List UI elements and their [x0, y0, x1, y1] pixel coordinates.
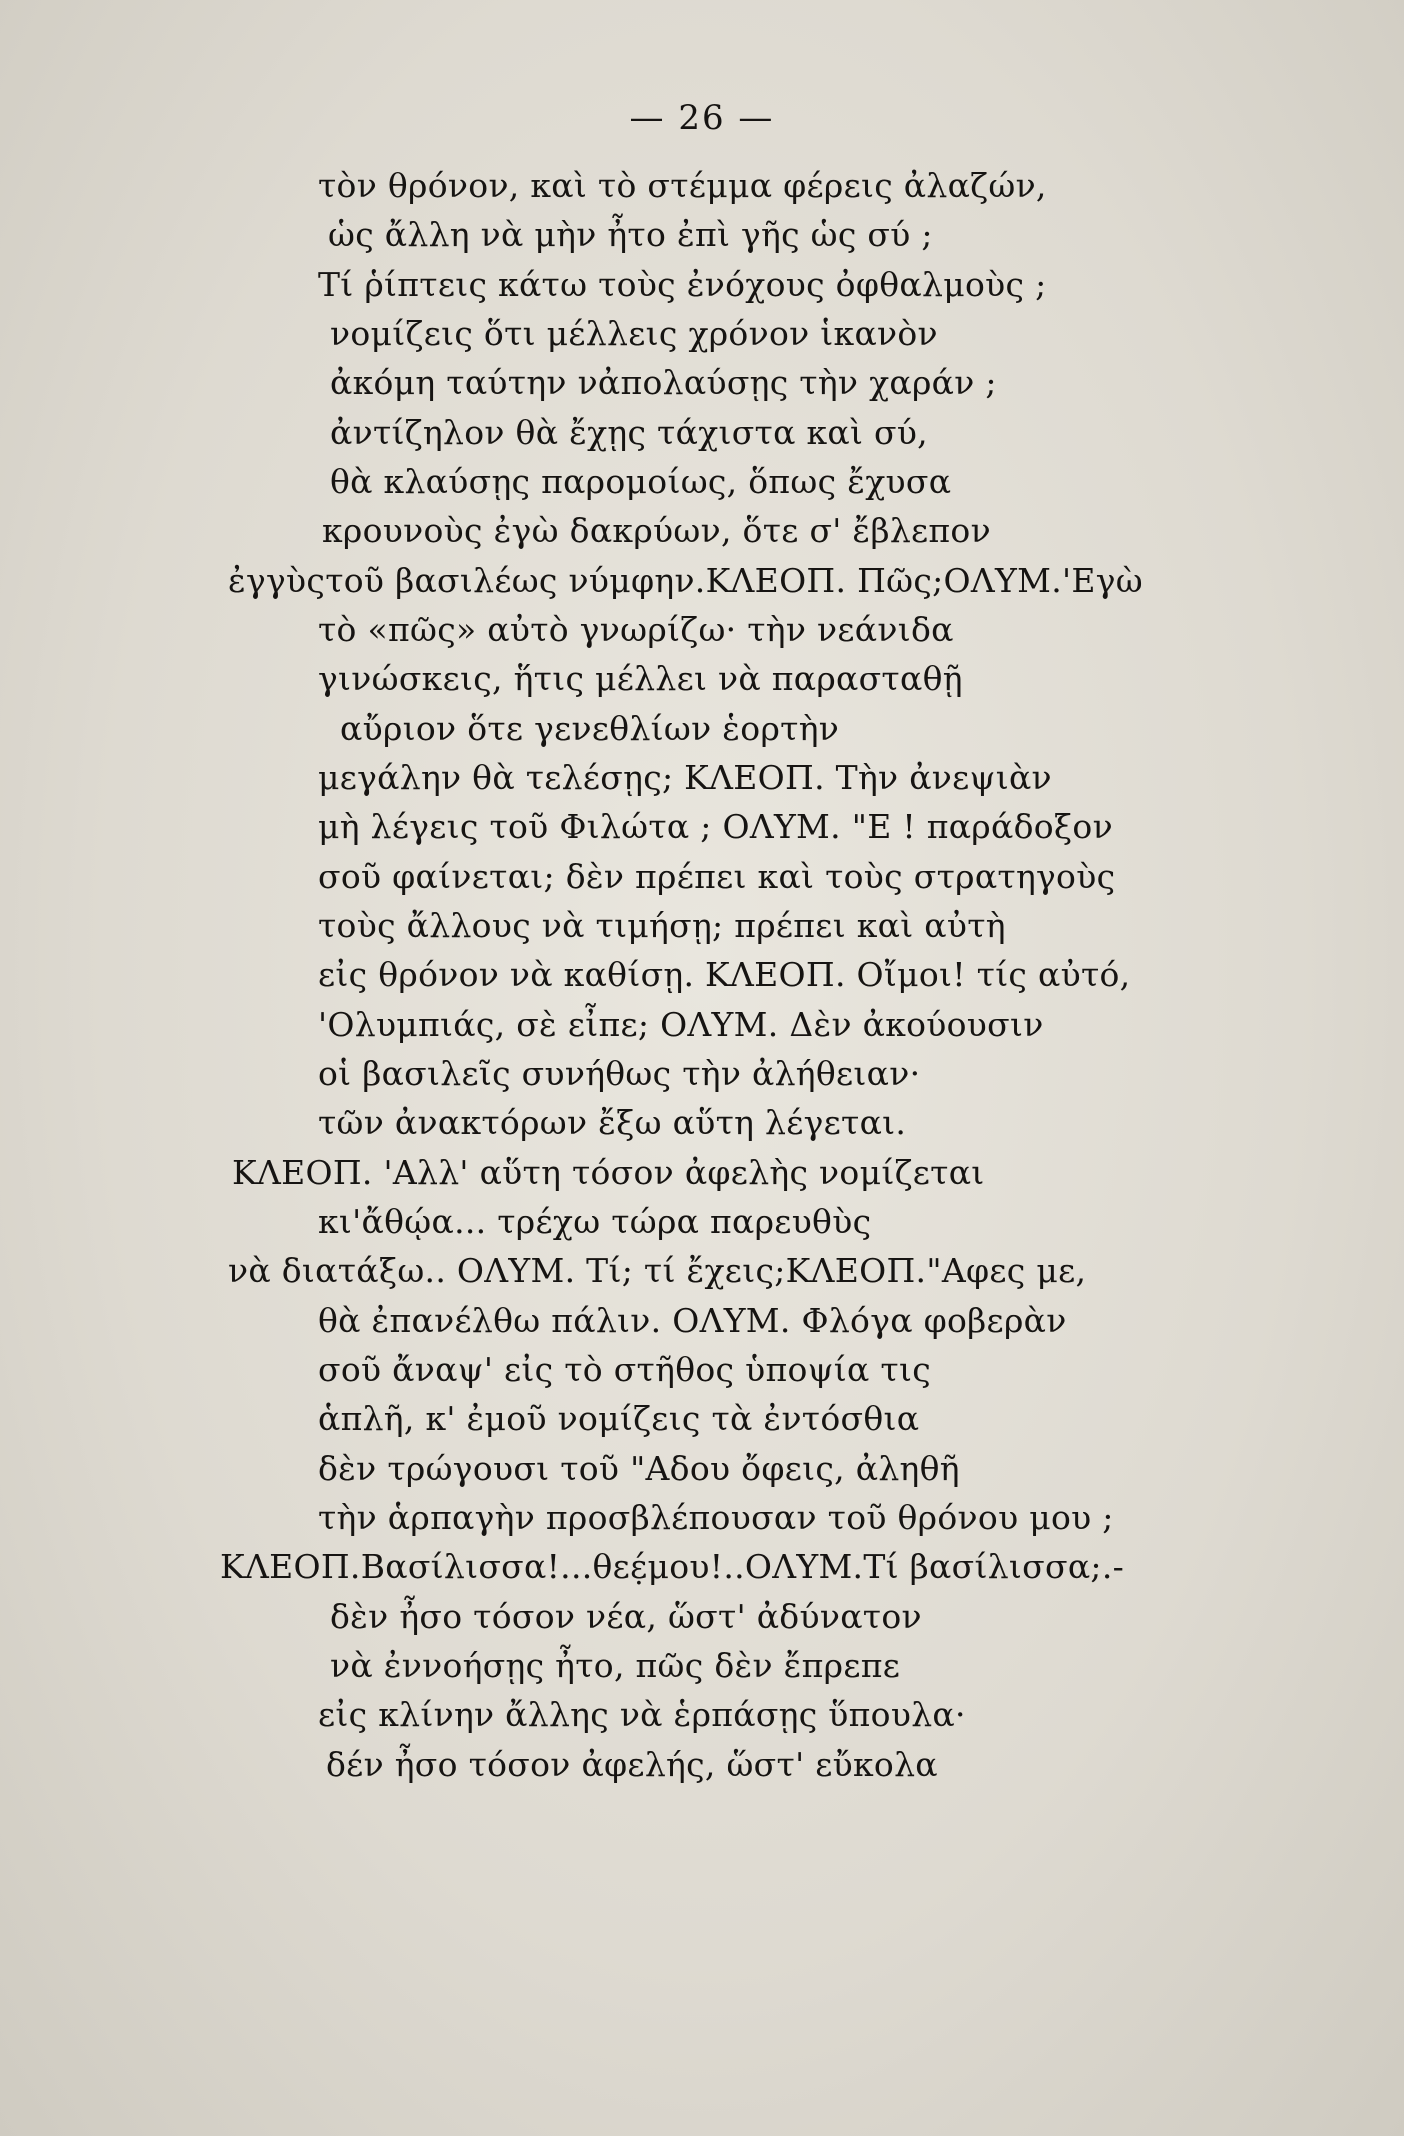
text-line: αὔριον ὅτε γενεθλίων ἑορτὴν [340, 709, 840, 748]
text-line: ΚΛΕΟΠ. 'Αλλ' αὕτη τόσον ἀφελὴς νομίζεται [232, 1153, 985, 1192]
text-line: τὸν θρόνον, καὶ τὸ στέμμα φέρεις ἀλαζών, [318, 166, 1047, 205]
text-line: κρουνοὺς ἐγὼ δακρύων, ὅτε σ' ἔβλεπον [322, 511, 991, 550]
page-number: — 26 — [629, 98, 775, 138]
text-line: τῶν ἀνακτόρων ἔξω αὕτη λέγεται. [318, 1103, 907, 1142]
text-line: γινώσκεις, ἥτις μέλλει νὰ παρασταθῇ [318, 659, 963, 698]
text-line: κι'ἄθῴα... τρέχω τώρα παρευθὺς [318, 1202, 872, 1241]
text-line: μὴ λέγεις τοῦ Φιλώτα ; ΟΛΥΜ. "Ε ! παράδοξον [318, 807, 1113, 846]
text-line: ὡς ἄλλη νὰ μὴν ἦτο ἐπὶ γῆς ὡς σύ ; [328, 215, 933, 254]
text-line: ἀκόμη ταύτην νἀπολαύσῃς τὴν χαράν ; [330, 363, 997, 402]
text-line: τὸ «πῶς» αὐτὸ γνωρίζω· τὴν νεάνιδα [318, 610, 954, 649]
text-line: ΚΛΕΟΠ.Βασίλισσα!...θεέ̣μου!..ΟΛΥΜ.Τί βασίλισσα;.- [220, 1547, 1125, 1586]
text-line: τὴν ἁρπαγὴν προσβλέπουσαν τοῦ θρόνου μου ; [318, 1498, 1114, 1537]
text-line: δὲν τρώγουσι τοῦ "Αδου ὄφεις, ἀληθῆ [318, 1449, 960, 1488]
text-line: θὰ κλαύσῃς παρομοίως, ὅπως ἔχυσα [330, 462, 952, 501]
text-line: νὰ διατάξω.. ΟΛΥΜ. Τί; τί ἔχεις;ΚΛΕΟΠ."Αφες με, [228, 1251, 1087, 1290]
text-line: σοῦ φαίνεται; δὲν πρέπει καὶ τοὺς στρατηγοὺς [318, 857, 1116, 896]
text-line: οἱ βασιλεῖς συνήθως τὴν ἀλήθειαν· [318, 1054, 921, 1093]
text-line: σοῦ ἄναψ' εἰς τὸ στῆθος ὑποψία τις [318, 1350, 931, 1389]
text-line: Τί ῥίπτεις κάτω τοὺς ἐνόχους ὀφθαλμοὺς ; [318, 265, 1047, 304]
text-line: 'Ολυμπιάς, σὲ εἶπε; ΟΛΥΜ. Δὲν ἀκούουσιν [318, 1005, 1044, 1044]
text-line: δέν ἦσο τόσον ἀφελής, ὥστ' εὔκολα [326, 1745, 938, 1784]
text-line: ἁπλῆ, κ' ἐμοῦ νομίζεις τὰ ἐντόσθια [318, 1399, 920, 1438]
text-line: εἰς κλίνην ἄλλης νὰ ἑρπάσῃς ὕπουλα· [318, 1695, 966, 1734]
text-line: θὰ ἐπανέλθω πάλιν. ΟΛΥΜ. Φλόγα φοβερὰν [318, 1301, 1067, 1340]
text-line: ἐγγὺςτοῦ βασιλέως νύμφην.ΚΛΕΟΠ. Πῶς;ΟΛΥΜ.'Εγὼ [228, 561, 1144, 600]
play-text [0, 162, 1404, 2062]
text-line: μεγάλην θὰ τελέσῃς; ΚΛΕΟΠ. Τὴν ἀνεψιὰν [318, 758, 1052, 797]
text-line: νομίζεις ὅτι μέλλεις χρόνον ἱκανὸν [330, 314, 938, 353]
text-line: τοὺς ἄλλους νὰ τιμήσῃ; πρέπει καὶ αὐτὴ [318, 906, 1006, 945]
text-line: νὰ ἐννοήσῃς ἦτο, πῶς δὲν ἔπρεπε [330, 1646, 901, 1685]
text-line: δὲν ἦσο τόσον νέα, ὥστ' ἀδύνατον [330, 1597, 922, 1636]
text-line: ἀντίζηλον θὰ ἔχῃς τάχιστα καὶ σύ, [330, 413, 928, 452]
text-line: εἰς θρόνον νὰ καθίσῃ. ΚΛΕΟΠ. Οἴμοι! τίς αὐτό, [318, 955, 1131, 994]
